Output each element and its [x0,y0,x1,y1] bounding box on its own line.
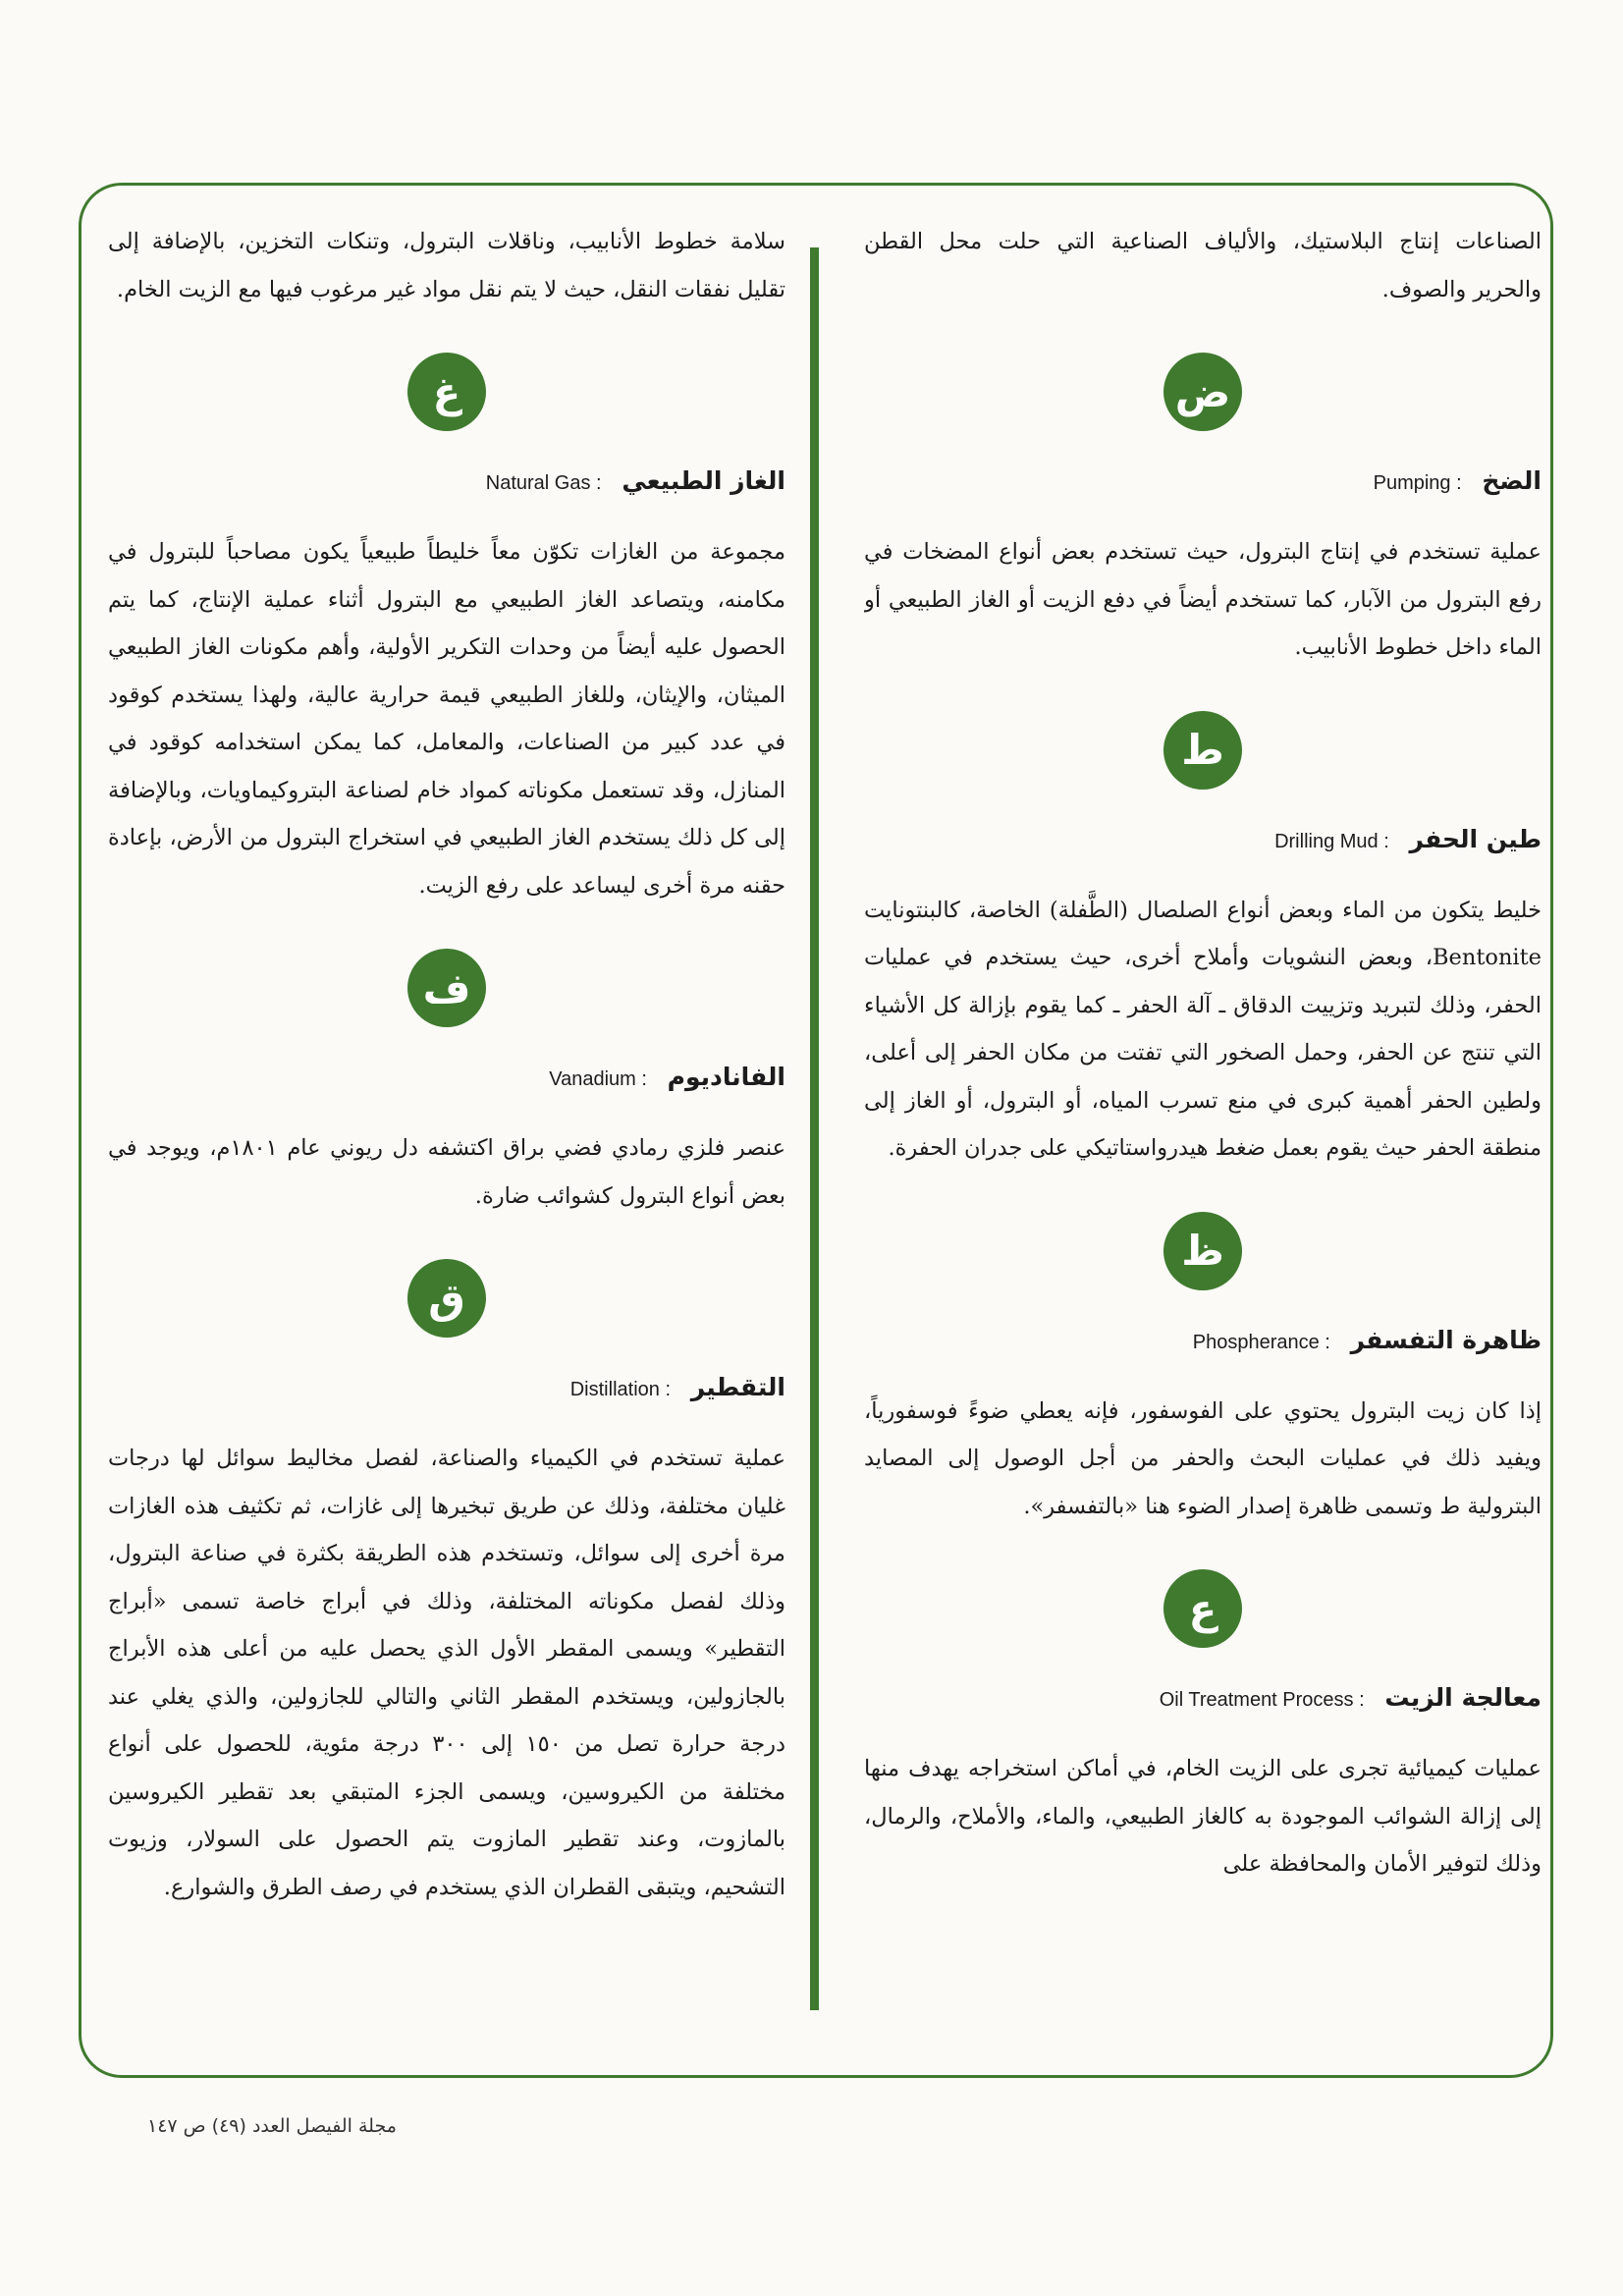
letter-badge-fa: ف [407,949,486,1027]
letter-badge-ghain: غ [407,353,486,431]
term-arabic: معالجة الزيت [1384,1683,1542,1712]
term-heading [108,1373,785,1401]
term-arabic: طين الحفر [1409,824,1542,853]
term-arabic: ظاهرة التفسفر [1350,1325,1542,1354]
term-english: : Oil Treatment Process [1159,1689,1365,1711]
term-arabic: الفاناديوم [667,1063,785,1091]
column-divider [810,247,819,2010]
letter-badge-qaf: ق [407,1259,486,1338]
term-english: : Phospherance [1192,1331,1330,1353]
term-arabic: الضخ [1482,466,1542,495]
term-definition: إذا كان زيت البترول يحتوي على الفوسفور، فإنه يعطي ضوءً فوسفورياً، ويفيد ذلك في عمليات البحث والحفر من أجل الوصول إلى المصايد البترولية ط وتسمى ظاهرة إصدار الضوء هنا «بالتفسفر». [864,1397,1542,1519]
term-english: : Drilling Mud [1274,830,1389,852]
right-intro-text: الصناعات إنتاج البلاستيك، والألياف الصناعية التي حلت محل القطن والحرير والصوف. [864,229,1542,302]
term-heading [864,1683,1542,1712]
term-heading [864,466,1542,495]
term-heading [108,1063,785,1091]
left-intro-text: سلامة خطوط الأنابيب، وناقلات البترول، وتنكات التخزين، بالإضافة إلى تقليل نفقات النقل، حيث لا يتم نقل مواد غير مرغوب فيها مع الزيت الخام. [108,229,785,302]
term-arabic: الغاز الطبيعي [622,466,785,495]
term-definition: عمليات كيميائية تجرى على الزيت الخام، في أماكن استخراجه يهدف منها إلى إزالة الشوائب الموجودة به كالغاز الطبيعي، والماء، والأملاح، والرمال، وذلك لتوفير الأمان والمحافظة على [864,1756,1542,1877]
term-english: : Distillation [569,1379,672,1400]
right-column [864,218,1542,2064]
term-heading [108,466,785,495]
term-english: : Pumping [1373,472,1462,494]
term-heading [864,825,1542,853]
page-footer: مجلة الفيصل العدد (٤٩) ص ١٤٧ [147,2115,397,2137]
term-definition: عنصر فلزي رمادي فضي براق اكتشفه دل ريوني عام ١٨٠١م، ويوجد في بعض أنواع البترول كشوائب ضارة. [108,1135,785,1209]
term-arabic: التقطير [690,1373,785,1401]
term-definition: مجموعة من الغازات تكوّن معاً خليطاً طبيعياً يكون مصاحباً للبترول في مكامنه، ويتصاعد الغاز الطبيعي مع البترول أثناء عملية الإنتاج، كما يتم الحصول عليه أيضاً من وحدات التكرير الأولية، وأهم مكونات الغاز الطبيعي الميثان، والإيثان، وللغاز الطبيعي قيمة حرارية عالية، ولهذا يستخدم كوقود في عدد كبير من الصناعات، والمعامل، كما يمكن استخدامه كوقود في المنازل، وقد تستعمل مكوناته كمواد خام لصناعة البتروكيماويات، وبالإضافة إلى كل ذلك يستخدم الغاز الطبيعي في استخراج البترول من الأرض، بإعادة حقنه مرة أخرى ليساعد على رفع الزيت. [108,539,785,899]
term-english: : Natural Gas [485,472,602,494]
term-definition: عملية تستخدم في إنتاج البترول، حيث تستخدم بعض أنواع المضخات في رفع البترول من الآبار، كما تستخدم أيضاً في دفع الزيت أو الغاز الطبيعي أو الماء داخل خطوط الأنابيب. [864,539,1542,660]
letter-badge-dad: ض [1163,353,1242,431]
term-heading [864,1326,1542,1354]
term-definition: خليط يتكون من الماء وبعض أنواع الصلصال (الطَّفلة) الخاصة، كالبنتونايت Bentonite، وبعض النشويات وأملاح أخرى، حيث يستخدم في عمليات الحفر، وذلك لتبريد وتزييت الدقاق ـ آلة الحفر ـ كما يقوم بإزالة كل الأشياء التي تنتج عن الحفر، وحمل الصخور التي تفتت من مكان الحفر إلى أعلى، ولطين الحفر أهمية كبرى في منع تسرب المياه، أو البترول، أو الغاز إلى منطقة الحفر حيث يقوم بعمل ضغط هيدرواستاتيكي على جدران الحفرة. [864,897,1542,1161]
term-english: : Vanadium [549,1068,647,1090]
letter-badge-ta: ط [1163,711,1242,790]
term-definition: عملية تستخدم في الكيمياء والصناعة، لفصل مخاليط سوائل لها درجات غليان مختلفة، وذلك عن طريق تبخيرها إلى غازات، ثم تكثيف هذه الغازات مرة أخرى إلى سوائل، وتستخدم هذه الطريقة بكثرة في صناعة البترول، وذلك لفصل مكوناته المختلفة، وذلك في أبراج خاصة تسمى «أبراج التقطير» ويسمى المقطر الأول الذي يحصل عليه من أعلى هذه الأبراج بالجازولين، ويستخدم المقطر الثاني والتالي للجازولين، والذي يغلي عند درجة حرارة تصل من ١٥٠ إلى ٣٠٠ درجة مئوية، للحصول على أنواع مختلفة من الكيروسين، ويسمى الجزء المتبقي بعد تقطير الكيروسين بالمازوت، وعند تقطير المازوت يتم الحصول على السولار، وزيوت التشحيم، ويتبقى القطران الذي يستخدم في رصف الطرق والشوارع. [108,1446,785,1900]
letter-badge-za: ظ [1163,1212,1242,1290]
letter-badge-ain: ع [1163,1569,1242,1648]
left-column [108,218,785,2064]
